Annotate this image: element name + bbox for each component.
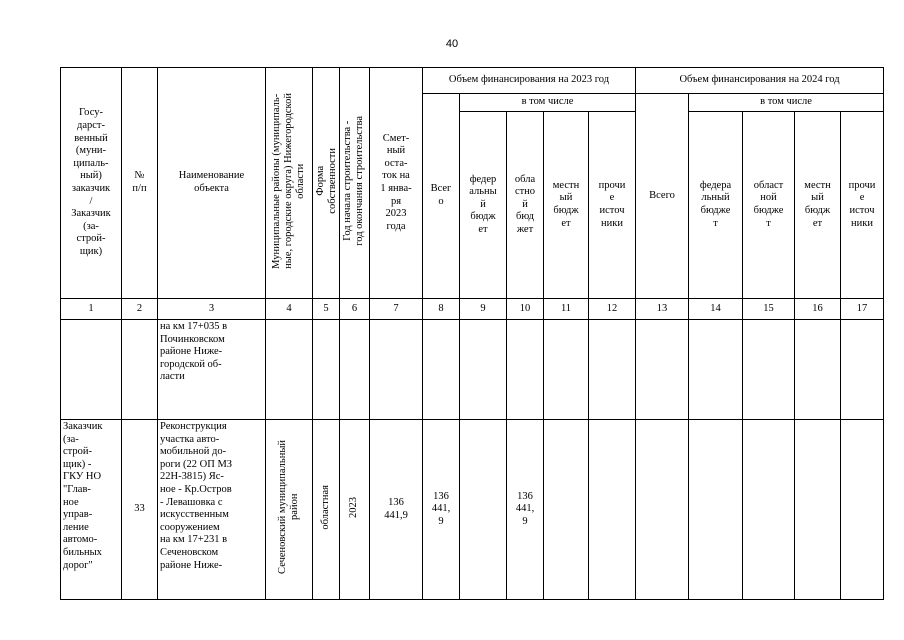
header-regional-2024: област ной бюдже т: [743, 112, 795, 299]
column-number: 11: [544, 299, 589, 320]
column-number: 16: [795, 299, 841, 320]
header-including-2023: в том числе: [460, 94, 636, 112]
header-total-2023: Всег о: [423, 94, 460, 299]
header-estimated-balance: Смет- ный оста- ток на 1 янва- ря 2023 года: [370, 68, 423, 299]
header-local-2023: местн ый бюдж ет: [544, 112, 589, 299]
column-number: 3: [158, 299, 266, 320]
cell-other-2023: [589, 420, 636, 600]
column-number: 17: [841, 299, 884, 320]
header-other-2024: прочи е источ ники: [841, 112, 884, 299]
cell-empty: [795, 320, 841, 420]
financing-table: [60, 67, 884, 600]
header-funding-2024: Объем финансирования на 2024 год: [636, 68, 884, 94]
column-number: 10: [507, 299, 544, 320]
header-customer: Госу- дарст- венный (муни- ципаль- ный) заказчик / Заказчик (за- строй- щик): [61, 68, 122, 299]
cell-row-no: 33: [122, 420, 158, 600]
cell-federal-2024: [689, 420, 743, 600]
header-including-2024: в том числе: [689, 94, 884, 112]
column-number: 6: [340, 299, 370, 320]
cell-empty: [370, 320, 423, 420]
header-local-2024: местн ый бюдж ет: [795, 112, 841, 299]
cell-district: Сеченовский муниципальный район: [266, 420, 313, 600]
column-number: 14: [689, 299, 743, 320]
column-number: 4: [266, 299, 313, 320]
cell-regional-2024: [743, 420, 795, 600]
cell-empty: [743, 320, 795, 420]
cell-customer: [61, 320, 122, 420]
header-row-top: [61, 68, 884, 94]
header-municipal-districts: Муниципальные районы (муниципаль- ные, городские округа) Нижегородской области: [266, 68, 313, 299]
cell-year: 2023: [340, 420, 370, 600]
cell-empty: [544, 320, 589, 420]
header-funding-2023: Объем финансирования на 2023 год: [423, 68, 636, 94]
column-number: 12: [589, 299, 636, 320]
column-number: 9: [460, 299, 507, 320]
header-federal-2024: федера льный бюдже т: [689, 112, 743, 299]
cell-other-2024: [841, 420, 884, 600]
cell-empty: [460, 320, 507, 420]
cell-empty: [636, 320, 689, 420]
header-regional-2023: обла стно й бюд жет: [507, 112, 544, 299]
cell-row-no: [122, 320, 158, 420]
header-ownership-form: Форма собственности: [313, 68, 340, 299]
cell-empty: [313, 320, 340, 420]
header-row-no: № п/п: [122, 68, 158, 299]
column-number: 8: [423, 299, 460, 320]
cell-ownership: областная: [313, 420, 340, 600]
cell-federal-2023: [460, 420, 507, 600]
cell-empty: [266, 320, 313, 420]
header-construction-years: Год начала строительства - год окончания строительства: [340, 68, 370, 299]
header-total-2024: Всего: [636, 94, 689, 299]
cell-total-2024: [636, 420, 689, 600]
cell-local-2024: [795, 420, 841, 600]
column-number: 7: [370, 299, 423, 320]
cell-regional-2023: 136 441, 9: [507, 420, 544, 600]
column-number: 2: [122, 299, 158, 320]
column-number: 15: [743, 299, 795, 320]
table-row: [61, 320, 884, 420]
header-other-2023: прочи е источ ники: [589, 112, 636, 299]
cell-empty: [589, 320, 636, 420]
cell-empty: [340, 320, 370, 420]
cell-empty: [841, 320, 884, 420]
cell-empty: [689, 320, 743, 420]
column-number: 13: [636, 299, 689, 320]
cell-object-name: Реконструкция участка авто- мобильной до- роги (22 ОП МЗ 22Н-3815) Яс- ное - Кр.Остров - Левашовка с искусственным сооружением на км 17+231 в Сеченовском районе Ниже-: [158, 420, 266, 600]
column-number-row: [61, 299, 884, 320]
cell-object-name: на км 17+035 в Починковском районе Ниже- городской об- ласти: [158, 320, 266, 420]
column-number: 5: [313, 299, 340, 320]
column-number: 1: [61, 299, 122, 320]
cell-local-2023: [544, 420, 589, 600]
cell-empty: [507, 320, 544, 420]
cell-empty: [423, 320, 460, 420]
cell-customer: Заказчик (за- строй- щик) - ГКУ НО "Глав- ное управ- ление автомо- бильных дорог": [61, 420, 122, 600]
cell-total-2023: 136 441, 9: [423, 420, 460, 600]
page-number: 40: [445, 38, 459, 50]
table-row: [61, 420, 884, 600]
header-object-name: Наименование объекта: [158, 68, 266, 299]
cell-estimated-balance: 136 441,9: [370, 420, 423, 600]
header-federal-2023: федер альны й бюдж ет: [460, 112, 507, 299]
